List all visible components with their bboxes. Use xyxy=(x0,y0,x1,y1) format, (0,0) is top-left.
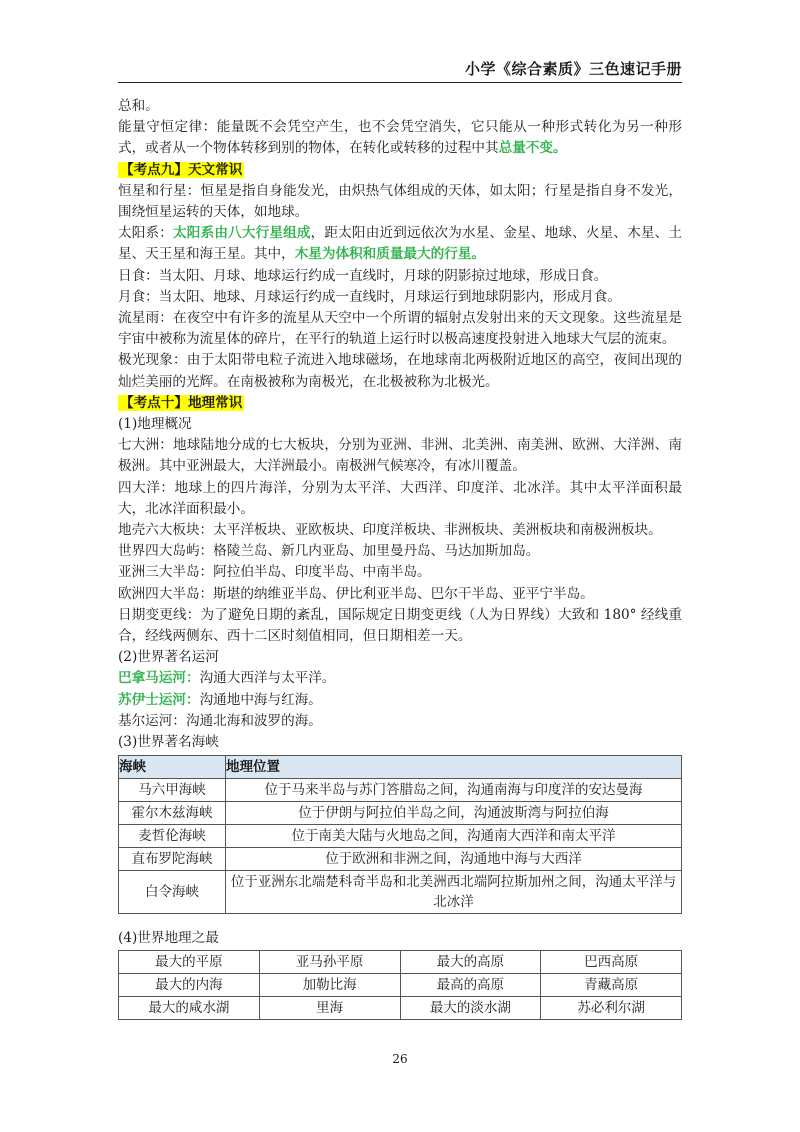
solar-system xyxy=(118,223,682,265)
strait-name: 直布罗陀海峡 xyxy=(119,848,226,871)
dateline: 日期变更线：为了避免日期的紊乱，国际规定日期变更线（人为日界线）大致和 180° 经线重合，经线两侧东、西十二区时刻值相同，但日期相差一天。 xyxy=(118,606,682,645)
table-row xyxy=(119,871,682,914)
strait-location: 位于亚洲东北端楚科奇半岛和北美洲西北端阿拉斯加州之间，沟通太平洋与北冰洋 xyxy=(226,871,682,914)
page-header-title: 小学《综合素质》三色速记手册 xyxy=(464,60,682,78)
table-row xyxy=(119,973,682,996)
record-value: 苏必利尔湖 xyxy=(541,996,682,1019)
record-value: 里海 xyxy=(259,996,400,1019)
solar-label: 太阳系： xyxy=(118,225,174,242)
record-label: 最大的内海 xyxy=(119,973,260,996)
solar-eclipse: 日食：当太阳、月球、地球运行约成一直线时，月球的阴影掠过地球，形成日食。 xyxy=(118,267,608,284)
energy-text: 能量既不会凭空产生，也不会凭空消失，它只能从一种形式转化为另一种形式，或者从一个物体转移到别的物体，在转化或转移的过程中其 xyxy=(118,119,683,157)
record-value: 加勒比海 xyxy=(259,973,400,996)
suez-name: 苏伊士运河： xyxy=(118,691,200,708)
page-number: 26 xyxy=(392,1052,408,1066)
table-row xyxy=(119,779,682,802)
panama-name: 巴拿马运河： xyxy=(118,670,200,687)
section10-title: 【考点十】地理常识 xyxy=(120,394,243,411)
records-table xyxy=(118,950,682,1020)
section10-heading xyxy=(118,393,682,414)
canal-kiel: 基尔运河：沟通北海和波罗的海。 xyxy=(118,712,322,729)
record-label: 最大的淡水湖 xyxy=(400,996,541,1019)
straits-header-row xyxy=(119,756,682,779)
subheading-geography-records: (4)世界地理之最 xyxy=(118,930,219,947)
record-label: 最高的高原 xyxy=(400,973,541,996)
straits-header-location: 地理位置 xyxy=(226,756,682,779)
subheading-geography-overview: (1)地理概况 xyxy=(118,416,192,433)
solar-highlight-1: 太阳系由八大行星组成 xyxy=(173,225,311,242)
panama-text: 沟通大西洋与太平洋。 xyxy=(199,670,336,687)
table-row xyxy=(119,825,682,848)
energy-label: 能量守恒定律： xyxy=(118,119,217,136)
strait-name: 马六甲海峡 xyxy=(119,779,226,802)
strait-location: 位于欧洲和非洲之间，沟通地中海与大西洋 xyxy=(226,848,682,871)
stars-planets: 恒星和行星：恒星是指自身能发光，由炽热气体组成的天体，如太阳；行星是指自身不发光，围绕恒星运转的天体，如地球。 xyxy=(118,182,682,221)
table-row xyxy=(119,950,682,973)
energy-continuation: 总和。 xyxy=(118,98,159,114)
solar-text: ，距太阳由近到远依次为水星、金星、地球、火星、木星、土星、天王星和海王星。其中， xyxy=(118,225,683,263)
table-row xyxy=(119,996,682,1019)
continents: 七大洲：地球陆地分成的七大板块，分别为亚洲、非洲、北美洲、南美洲、欧洲、大洋洲、南极洲。其中亚洲最大，大洋洲最小。南极洲气候寒冷，有冰川覆盖。 xyxy=(118,437,682,475)
section9-heading xyxy=(118,160,682,181)
subheading-straits: (3)世界著名海峡 xyxy=(118,734,219,751)
table-row xyxy=(119,802,682,825)
page-content xyxy=(118,96,682,1020)
strait-location: 位于伊朗与阿拉伯半岛之间，沟通波斯湾与阿拉伯海 xyxy=(226,802,682,825)
section9-title: 【考点九】天文常识 xyxy=(120,161,243,178)
record-value: 亚马孙平原 xyxy=(259,950,400,973)
record-label: 最大的高原 xyxy=(400,950,541,973)
asia-peninsulas: 亚洲三大半岛：阿拉伯半岛、印度半岛、中南半岛。 xyxy=(118,564,431,581)
europe-peninsulas: 欧洲四大半岛：斯堪的纳维亚半岛、伊比利亚半岛、巴尔干半岛、亚平宁半岛。 xyxy=(118,585,594,602)
aurora: 极光现象：由于太阳带电粒子流进入地球磁场，在地球南北两极附近地区的高空，夜间出现的灿烂美丽的光辉。在南极被称为南极光，在北极被称为北极光。 xyxy=(118,352,682,390)
straits-header-name: 海峡 xyxy=(119,756,226,779)
record-label: 最大的平原 xyxy=(119,950,260,973)
solar-highlight-2: 木星为体积和质量最大的行星。 xyxy=(294,246,486,263)
energy-highlight: 总量不变。 xyxy=(498,140,567,157)
strait-location: 位于马来半岛与苏门答腊岛之间，沟通南海与印度洋的安达曼海 xyxy=(226,779,682,802)
record-value: 巴西高原 xyxy=(541,950,682,973)
lunar-eclipse: 月食：当太阳、地球、月球运行约成一直线时，月球运行到地球阴影内，形成月食。 xyxy=(118,288,621,305)
strait-name: 麦哲伦海峡 xyxy=(119,825,226,848)
plates: 地壳六大板块：太平洋板块、亚欧板块、印度洋板块、非洲板块、美洲板块和南极洲板块。 xyxy=(118,522,662,539)
record-value: 青藏高原 xyxy=(541,973,682,996)
canal-panama xyxy=(118,668,682,689)
oceans: 四大洋：地球上的四片海洋，分别为太平洋、大西洋、印度洋、北冰洋。其中太平洋面积最大，北冰洋面积最小。 xyxy=(118,479,682,517)
strait-name: 霍尔木兹海峡 xyxy=(119,802,226,825)
suez-text: 沟通地中海与红海。 xyxy=(199,691,322,708)
strait-name: 白令海峡 xyxy=(119,871,226,914)
subheading-canals: (2)世界著名运河 xyxy=(118,649,219,666)
islands: 世界四大岛屿：格陵兰岛、新几内亚岛、加里曼丹岛、马达加斯加岛。 xyxy=(118,543,540,560)
straits-table xyxy=(118,755,682,914)
header-rule xyxy=(118,82,682,83)
table-row xyxy=(119,848,682,871)
meteor-shower: 流星雨：在夜空中有许多的流星从天空中一个所谓的辐射点发射出来的天文现象。这些流星是宇宙中被称为流星体的碎片，在平行的轨道上运行时以极高速度投射进入地球大气层的流束。 xyxy=(118,310,682,348)
energy-law xyxy=(118,117,682,159)
record-label: 最大的咸水湖 xyxy=(119,996,260,1019)
canal-suez xyxy=(118,690,682,711)
strait-location: 位于南美大陆与火地岛之间，沟通南大西洋和南太平洋 xyxy=(226,825,682,848)
